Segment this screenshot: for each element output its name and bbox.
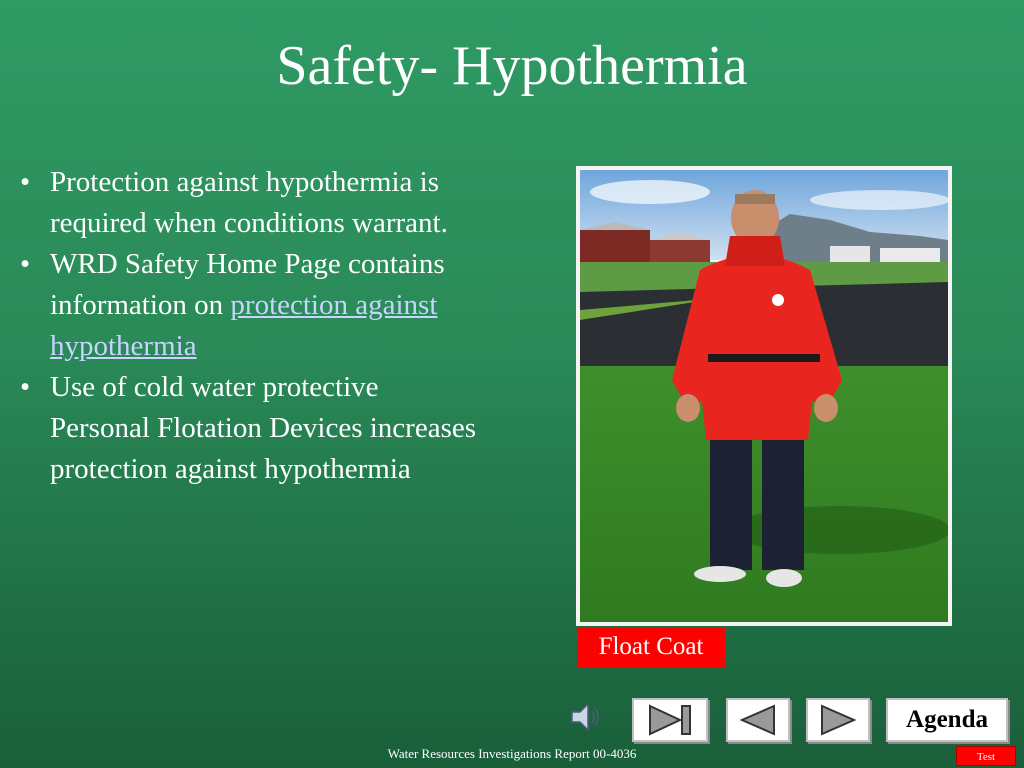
- bullet-item: [14, 162, 484, 244]
- bullet-item: [14, 244, 484, 367]
- slide-title: Safety- Hypothermia: [276, 35, 748, 97]
- footer-report-text: Water Resources Investigations Report 00-4036: [387, 746, 637, 761]
- last-slide-button[interactable]: [632, 698, 708, 742]
- bullet-text: WRD Safety Home Page contains information on: [50, 248, 445, 321]
- bullet-marker: •: [20, 166, 31, 198]
- float-coat-photo: [580, 170, 948, 622]
- bullet-text: Use of cold water protective Personal Flotation Devices increases protection against hypothermia: [50, 371, 477, 485]
- bullet-marker: •: [20, 248, 31, 280]
- photo-frame: [576, 166, 952, 626]
- test-button[interactable]: Test: [956, 746, 1016, 766]
- previous-slide-button[interactable]: [726, 698, 790, 742]
- bullet-text: Protection against hypothermia is required when conditions warrant.: [50, 166, 448, 239]
- bullet-list: [14, 162, 484, 490]
- skip-to-end-icon: [644, 703, 696, 737]
- photo-caption: Float Coat: [577, 628, 725, 668]
- bullet-item: [14, 367, 484, 490]
- next-arrow-icon: [816, 703, 860, 737]
- next-slide-button[interactable]: [806, 698, 870, 742]
- bullet-marker: •: [20, 371, 31, 403]
- hypothermia-protection-link[interactable]: protection against hypothermia: [50, 289, 438, 362]
- previous-arrow-icon: [736, 703, 780, 737]
- speaker-icon[interactable]: [566, 698, 604, 736]
- agenda-button[interactable]: [886, 698, 1008, 742]
- agenda-label: Agenda: [906, 706, 988, 733]
